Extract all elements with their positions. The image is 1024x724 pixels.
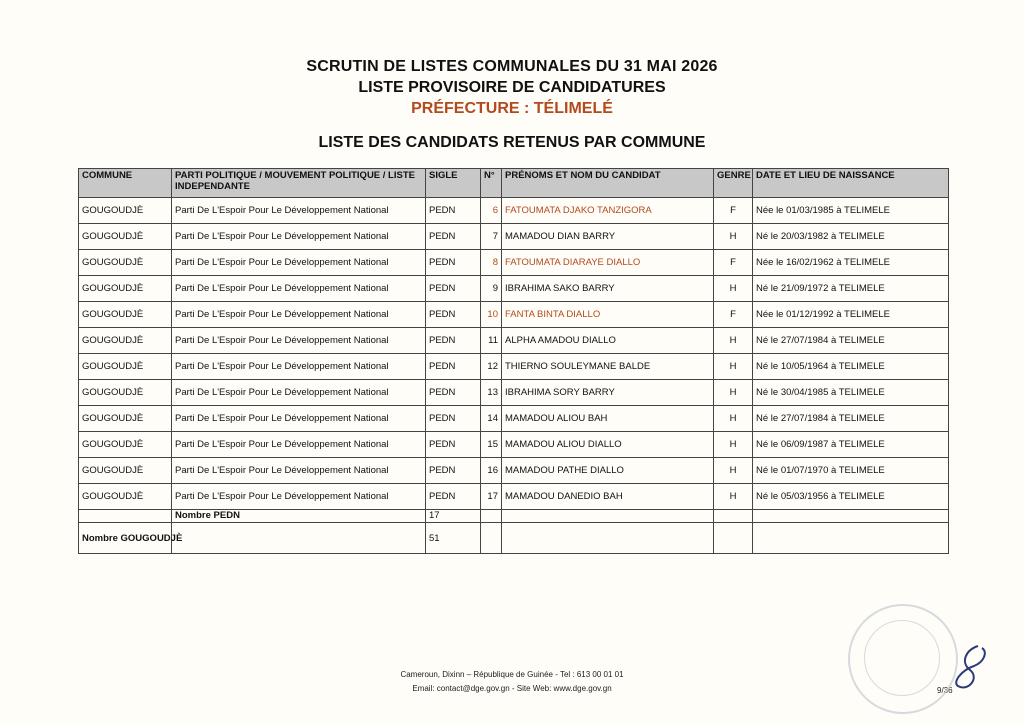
- cell-nom: MAMADOU ALIOU DIALLO: [502, 432, 714, 458]
- cell-sigle: PEDN: [426, 224, 481, 250]
- cell-genre: H: [714, 354, 753, 380]
- cell-num: 16: [481, 458, 502, 484]
- cell-parti: Parti De L'Espoir Pour Le Développement National: [172, 302, 426, 328]
- cell-parti: Parti De L'Espoir Pour Le Développement National: [172, 198, 426, 224]
- cell-num: 13: [481, 380, 502, 406]
- cell-num: 8: [481, 250, 502, 276]
- cell-parti: Parti De L'Espoir Pour Le Développement National: [172, 354, 426, 380]
- signature-icon: [948, 640, 996, 700]
- cell-num: 15: [481, 432, 502, 458]
- cell-genre: H: [714, 458, 753, 484]
- document-subtitle: LISTE PROVISOIRE DE CANDIDATURES: [358, 79, 666, 96]
- total-value: 51: [426, 523, 481, 554]
- table-row: [79, 198, 949, 224]
- cell-naissance: Né le 21/09/1972 à TELIMELE: [753, 276, 949, 302]
- col-header-num: N°: [481, 169, 502, 198]
- cell-num: 12: [481, 354, 502, 380]
- cell-nom: MAMADOU DIAN BARRY: [502, 224, 714, 250]
- cell-num: 17: [481, 484, 502, 510]
- cell-parti: Parti De L'Espoir Pour Le Développement National: [172, 380, 426, 406]
- cell-genre: F: [714, 250, 753, 276]
- cell-genre: H: [714, 432, 753, 458]
- cell-genre: H: [714, 380, 753, 406]
- cell-parti: Parti De L'Espoir Pour Le Développement National: [172, 328, 426, 354]
- cell-nom: MAMADOU PATHE DIALLO: [502, 458, 714, 484]
- cell-parti: Parti De L'Espoir Pour Le Développement National: [172, 432, 426, 458]
- cell-nom: ALPHA AMADOU DIALLO: [502, 328, 714, 354]
- cell-nom: FANTA BINTA DIALLO: [502, 302, 714, 328]
- footer-address: Cameroun, Dixinn – République de Guinée - Tel : 613 00 01 01: [400, 670, 624, 679]
- cell-commune: GOUGOUDJÈ: [79, 198, 172, 224]
- cell-parti: Parti De L'Espoir Pour Le Développement National: [172, 458, 426, 484]
- cell-commune: GOUGOUDJÈ: [79, 328, 172, 354]
- official-stamp-icon: [848, 604, 958, 714]
- cell-commune: GOUGOUDJÈ: [79, 380, 172, 406]
- prefecture-title: PRÉFECTURE : TÉLIMELÉ: [411, 100, 613, 117]
- cell-sigle: PEDN: [426, 380, 481, 406]
- cell-naissance: Né le 05/03/1956 à TELIMELE: [753, 484, 949, 510]
- cell-nom: MAMADOU ALIOU BAH: [502, 406, 714, 432]
- table-row: [79, 250, 949, 276]
- table-row: [79, 224, 949, 250]
- section-title: LISTE DES CANDIDATS RETENUS PAR COMMUNE: [318, 134, 706, 151]
- document-title: SCRUTIN DE LISTES COMMUNALES DU 31 MAI 2026: [306, 58, 718, 75]
- cell-commune: GOUGOUDJÈ: [79, 484, 172, 510]
- cell-commune: GOUGOUDJÈ: [79, 406, 172, 432]
- col-header-nom: PRÉNOMS ET NOM DU CANDIDAT: [502, 169, 714, 198]
- cell-sigle: PEDN: [426, 276, 481, 302]
- table-row: [79, 458, 949, 484]
- cell-num: 11: [481, 328, 502, 354]
- cell-sigle: PEDN: [426, 484, 481, 510]
- cell-genre: F: [714, 302, 753, 328]
- col-header-sigle: SIGLE: [426, 169, 481, 198]
- cell-nom: IBRAHIMA SAKO BARRY: [502, 276, 714, 302]
- cell-parti: Parti De L'Espoir Pour Le Développement National: [172, 484, 426, 510]
- cell-genre: H: [714, 224, 753, 250]
- subtotal-label: Nombre PEDN: [172, 510, 426, 523]
- total-row: [79, 523, 949, 554]
- cell-naissance: Né le 30/04/1985 à TELIMELE: [753, 380, 949, 406]
- subtotal-row: [79, 510, 949, 523]
- cell-commune: GOUGOUDJÈ: [79, 224, 172, 250]
- page-number: 9/36: [937, 686, 953, 695]
- cell-parti: Parti De L'Espoir Pour Le Développement National: [172, 276, 426, 302]
- cell-naissance: Né le 27/07/1984 à TELIMELE: [753, 328, 949, 354]
- cell-nom: FATOUMATA DIARAYE DIALLO: [502, 250, 714, 276]
- cell-sigle: PEDN: [426, 432, 481, 458]
- cell-naissance: Né le 27/07/1984 à TELIMELE: [753, 406, 949, 432]
- cell-parti: Parti De L'Espoir Pour Le Développement National: [172, 406, 426, 432]
- cell-parti: Parti De L'Espoir Pour Le Développement National: [172, 250, 426, 276]
- cell-sigle: PEDN: [426, 458, 481, 484]
- table-row: [79, 380, 949, 406]
- cell-genre: H: [714, 328, 753, 354]
- cell-sigle: PEDN: [426, 328, 481, 354]
- cell-nom: MAMADOU DANEDIO BAH: [502, 484, 714, 510]
- footer-contact: Email: contact@dge.gov.gn - Site Web: www.dge.gov.gn: [412, 684, 612, 693]
- col-header-parti: PARTI POLITIQUE / MOUVEMENT POLITIQUE / LISTE INDEPENDANTE: [172, 169, 426, 198]
- subtotal-value: 17: [426, 510, 481, 523]
- table-row: [79, 432, 949, 458]
- cell-commune: GOUGOUDJÈ: [79, 302, 172, 328]
- col-header-naissance: DATE ET LIEU DE NAISSANCE: [753, 169, 949, 198]
- table-row: [79, 276, 949, 302]
- cell-naissance: Né le 01/07/1970 à TELIMELE: [753, 458, 949, 484]
- col-header-genre: GENRE: [714, 169, 753, 198]
- cell-num: 6: [481, 198, 502, 224]
- cell-sigle: PEDN: [426, 302, 481, 328]
- cell-nom: FATOUMATA DJAKO TANZIGORA: [502, 198, 714, 224]
- cell-commune: GOUGOUDJÈ: [79, 250, 172, 276]
- table-row: [79, 406, 949, 432]
- cell-commune: GOUGOUDJÈ: [79, 432, 172, 458]
- cell-naissance: Né le 10/05/1964 à TELIMELE: [753, 354, 949, 380]
- cell-naissance: Né le 20/03/1982 à TELIMELE: [753, 224, 949, 250]
- cell-num: 9: [481, 276, 502, 302]
- cell-parti: Parti De L'Espoir Pour Le Développement National: [172, 224, 426, 250]
- cell-num: 7: [481, 224, 502, 250]
- table-row: [79, 328, 949, 354]
- table-row: [79, 354, 949, 380]
- cell-genre: H: [714, 484, 753, 510]
- col-header-commune: COMMUNE: [79, 169, 172, 198]
- cell-naissance: Née le 01/12/1992 à TELIMELE: [753, 302, 949, 328]
- cell-sigle: PEDN: [426, 406, 481, 432]
- cell-sigle: PEDN: [426, 354, 481, 380]
- cell-naissance: Née le 16/02/1962 à TELIMELE: [753, 250, 949, 276]
- cell-commune: GOUGOUDJÈ: [79, 276, 172, 302]
- cell-naissance: Né le 06/09/1987 à TELIMELE: [753, 432, 949, 458]
- cell-num: 14: [481, 406, 502, 432]
- cell-sigle: PEDN: [426, 250, 481, 276]
- cell-num: 10: [481, 302, 502, 328]
- total-label: Nombre GOUGOUDJÈ: [79, 523, 172, 554]
- cell-genre: H: [714, 406, 753, 432]
- cell-sigle: PEDN: [426, 198, 481, 224]
- cell-genre: F: [714, 198, 753, 224]
- cell-commune: GOUGOUDJÈ: [79, 354, 172, 380]
- table-header-row: [79, 169, 949, 198]
- cell-naissance: Née le 01/03/1985 à TELIMELE: [753, 198, 949, 224]
- cell-nom: IBRAHIMA SORY BARRY: [502, 380, 714, 406]
- cell-commune: GOUGOUDJÈ: [79, 458, 172, 484]
- cell-nom: THIERNO SOULEYMANE BALDE: [502, 354, 714, 380]
- table-row: [79, 302, 949, 328]
- table-row: [79, 484, 949, 510]
- cell-genre: H: [714, 276, 753, 302]
- candidates-table: [78, 168, 949, 554]
